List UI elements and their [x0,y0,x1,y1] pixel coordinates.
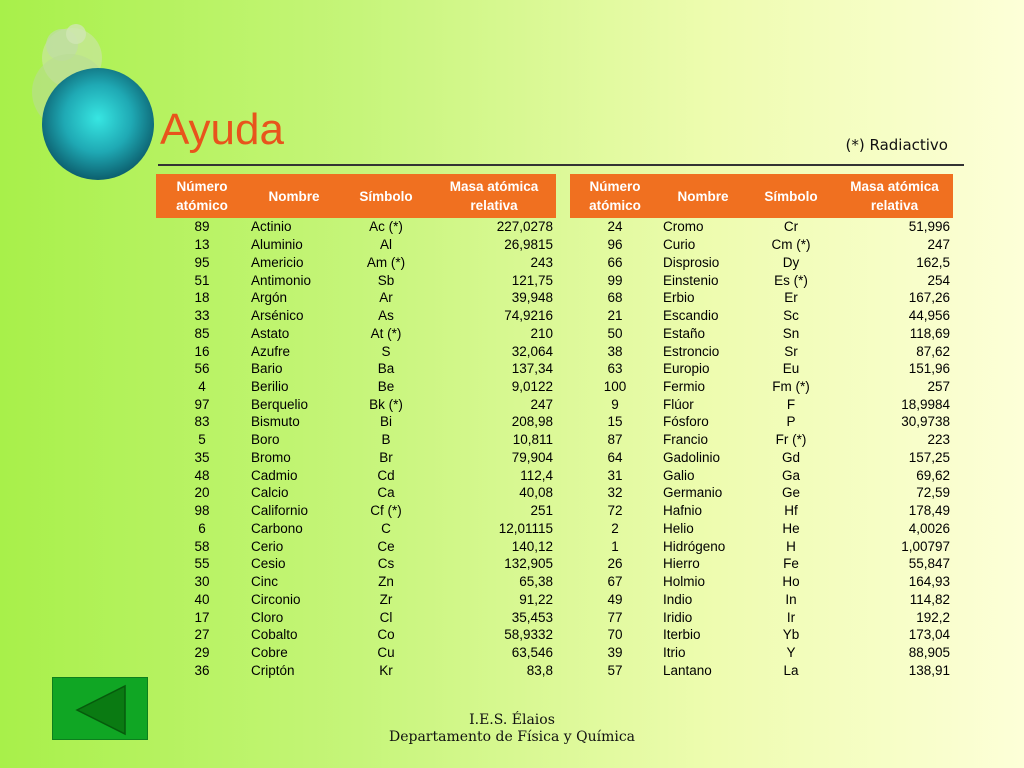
cell-atomic-number: 98 [194,503,210,519]
cell-atomic-mass: 74,9216 [504,308,553,324]
cell-atomic-number: 20 [194,485,210,501]
cell-symbol: Ar [379,290,393,306]
cell-atomic-mass: 173,04 [908,627,950,643]
cell-atomic-number: 50 [607,325,623,341]
cell-atomic-number: 87 [607,432,623,448]
table-row [156,449,556,467]
cell-symbol: Ir [786,609,796,625]
cell-atomic-mass: 63,546 [511,644,553,660]
cell-name: Iterbio [663,627,701,643]
cell-symbol: B [381,432,391,448]
cell-atomic-mass: 192,2 [916,609,950,625]
table-row [156,395,556,413]
cell-symbol: S [381,343,391,359]
cell-name: Fósforo [663,414,709,430]
cell-symbol: Co [377,627,395,643]
cell-atomic-number: 4 [198,378,206,394]
cell-name: Iridio [663,609,693,625]
table-row [570,360,953,378]
table-row [570,644,953,662]
cell-symbol: Zr [379,591,393,607]
cell-atomic-mass: 35,453 [511,609,553,625]
cell-name: Galio [663,467,695,483]
cell-atomic-number: 57 [607,662,623,678]
cell-atomic-mass: 12,01115 [498,520,553,536]
table-row [570,236,953,254]
table-row [156,378,556,396]
cell-name: Cloro [251,609,284,625]
cell-atomic-number: 55 [194,556,210,572]
cell-symbol: Y [786,644,796,660]
table-row [156,466,556,484]
cell-atomic-number: 27 [194,627,210,643]
cell-name: Cadmio [251,467,298,483]
cell-atomic-number: 2 [611,520,619,536]
table-row [156,573,556,591]
cell-atomic-number: 26 [607,556,623,572]
table-row [570,307,953,325]
cell-symbol: Fm (*) [772,378,810,394]
table-row [156,626,556,644]
table-row [156,289,556,307]
cell-name: Berquelio [251,396,309,412]
cell-symbol: Ba [377,361,395,377]
cell-atomic-number: 18 [194,290,210,306]
cell-atomic-mass: 247 [927,237,950,253]
cell-atomic-number: 21 [607,308,623,324]
cell-symbol: C [381,520,391,536]
table-row [156,218,556,236]
table-header-row [570,174,953,218]
cell-atomic-number: 66 [607,254,623,270]
cell-symbol: Bk (*) [369,396,403,412]
cell-name: Carbono [251,520,303,536]
cell-symbol: Fr (*) [775,432,807,448]
cell-name: Escandio [663,308,719,324]
cell-symbol: Sn [782,325,800,341]
elements-table-right [570,174,953,679]
cell-name: Gadolinio [663,449,721,465]
cell-name: Hierro [663,556,700,572]
cell-atomic-number: 17 [194,609,210,625]
cell-name: Bismuto [251,414,300,430]
cell-name: Bromo [251,449,291,465]
table-row [570,626,953,644]
cell-atomic-number: 5 [198,432,206,448]
cell-atomic-number: 38 [607,343,623,359]
cell-name: Arsénico [251,308,304,324]
cell-symbol: Cu [377,644,395,660]
cell-atomic-mass: 247 [530,396,553,412]
cell-symbol: Fe [783,556,799,572]
cell-name: Cromo [663,219,704,235]
table-row [156,555,556,573]
cell-atomic-mass: 32,064 [511,343,553,359]
table-row [570,519,953,537]
cell-atomic-number: 83 [194,414,210,430]
cell-atomic-mass: 91,22 [519,591,553,607]
cell-atomic-number: 30 [194,574,210,590]
cell-symbol: F [786,396,796,412]
cell-atomic-mass: 210 [530,325,553,341]
cell-atomic-mass: 121,75 [511,272,553,288]
table-row [156,537,556,555]
table-row [570,537,953,555]
cell-atomic-number: 70 [607,627,623,643]
cell-atomic-mass: 162,5 [916,254,950,270]
cell-symbol: Cf (*) [370,503,402,519]
cell-symbol: Es (*) [774,272,808,288]
table-row [156,307,556,325]
cell-atomic-number: 96 [607,237,623,253]
cell-symbol: Ge [781,485,800,501]
cell-name: Fermio [663,378,706,394]
cell-name: Cerio [251,538,284,554]
cell-symbol: Cs [377,556,395,572]
bubbles-decoration-icon [0,0,170,190]
cell-atomic-mass: 69,62 [916,467,950,483]
cell-symbol: Br [379,449,393,465]
cell-symbol: Sr [784,343,798,359]
footer-department: Departamento de Física y Química [388,729,636,745]
cell-name: Lantano [663,662,712,678]
cell-name: Berilio [251,378,289,394]
cell-atomic-number: 56 [194,361,210,377]
cell-symbol: Al [379,237,392,253]
cell-atomic-number: 1 [611,538,619,554]
cell-name: Estroncio [663,343,720,359]
cell-name: Erbio [663,290,695,306]
cell-atomic-number: 36 [194,662,210,678]
cell-atomic-mass: 58,9332 [504,627,553,643]
table-row [570,378,953,396]
cell-symbol: Zn [378,574,394,590]
table-row [570,466,953,484]
cell-atomic-number: 29 [194,644,210,660]
cell-name: Flúor [663,396,694,412]
cell-atomic-mass: 178,49 [908,503,950,519]
header-name: Nombre [660,174,746,218]
table-row [570,324,953,342]
cell-atomic-mass: 65,38 [519,574,553,590]
cell-atomic-mass: 4,0026 [908,520,950,536]
cell-name: Boro [251,432,280,448]
radioactive-note: (*) Radiactivo [845,136,948,154]
cell-atomic-mass: 1,00797 [901,538,950,554]
cell-symbol: P [786,414,796,430]
cell-atomic-mass: 118,69 [909,325,950,341]
cell-name: Criptón [251,662,295,678]
cell-name: Calcio [251,485,289,501]
cell-atomic-number: 13 [194,237,210,253]
cell-name: Holmio [663,574,706,590]
cell-atomic-number: 58 [194,538,210,554]
table-row [156,644,556,662]
cell-name: Europio [663,361,710,377]
header-name: Nombre [248,174,340,218]
cell-symbol: Cl [379,609,393,625]
cell-atomic-mass: 254 [927,272,950,288]
cell-name: Californio [251,503,309,519]
cell-atomic-mass: 40,08 [519,485,553,501]
cell-atomic-number: 9 [611,396,619,412]
cell-atomic-number: 89 [194,219,210,235]
cell-atomic-mass: 164,93 [908,574,950,590]
cell-symbol: Ho [782,574,800,590]
table-row [156,590,556,608]
table-row [570,590,953,608]
cell-name: Hafnio [663,503,703,519]
table-row [570,502,953,520]
cell-symbol: La [783,662,799,678]
cell-symbol: Kr [379,662,393,678]
cell-atomic-number: 100 [603,378,627,394]
header-atomic-mass: Masa atómica relativa [432,174,556,218]
cell-name: Itrio [663,644,686,660]
page-title: Ayuda [160,105,284,154]
table-row [156,271,556,289]
cell-atomic-mass: 227,0278 [496,219,553,235]
table-row [156,608,556,626]
footer-school: I.E.S. Élaios [469,712,555,728]
cell-symbol: Cr [783,219,799,235]
table-row [156,360,556,378]
table-row [570,271,953,289]
cell-atomic-mass: 39,948 [511,290,553,306]
cell-name: Azufre [251,343,291,359]
cell-atomic-number: 48 [194,467,210,483]
header-atomic-number: Número atómico [570,174,660,218]
cell-atomic-mass: 151,96 [908,361,950,377]
cell-name: Einstenio [663,272,719,288]
cell-symbol: Dy [782,254,800,270]
cell-symbol: In [785,591,797,607]
cell-symbol: Hf [784,503,798,519]
table-row [156,324,556,342]
cell-name: Helio [663,520,694,536]
table-row [156,342,556,360]
cell-atomic-mass: 157,25 [908,449,950,465]
cell-atomic-mass: 140,12 [511,538,553,554]
cell-name: Argón [251,290,288,306]
cell-symbol: Ce [377,538,395,554]
cell-symbol: He [782,520,800,536]
cell-atomic-mass: 79,904 [511,449,553,465]
cell-symbol: At (*) [370,325,402,341]
cell-name: Americio [251,254,304,270]
cell-symbol: As [378,308,394,324]
table-row [570,342,953,360]
cell-atomic-number: 95 [194,254,210,270]
cell-atomic-mass: 10,811 [512,432,553,448]
cell-atomic-number: 99 [607,272,623,288]
table-row [156,413,556,431]
cell-atomic-number: 32 [607,485,623,501]
cell-symbol: Bi [379,414,392,430]
cell-atomic-mass: 167,26 [908,290,950,306]
cell-symbol: Am (*) [366,254,406,270]
table-row [156,236,556,254]
cell-atomic-number: 77 [607,609,623,625]
cell-atomic-number: 6 [198,520,206,536]
cell-atomic-mass: 138,91 [908,662,950,678]
table-row [570,449,953,467]
cell-atomic-number: 33 [194,308,210,324]
cell-symbol: Ga [781,467,800,483]
table-row [156,502,556,520]
cell-symbol: Er [784,290,798,306]
cell-symbol: H [786,538,796,554]
cell-atomic-number: 97 [194,396,210,412]
cell-atomic-number: 51 [194,272,210,288]
header-symbol: Símbolo [746,174,836,218]
cell-atomic-mass: 51,996 [908,219,950,235]
table-row [570,431,953,449]
table-row [156,484,556,502]
cell-atomic-mass: 72,59 [916,485,950,501]
cell-atomic-number: 64 [607,449,623,465]
cell-atomic-mass: 114,82 [909,591,950,607]
cell-atomic-number: 68 [607,290,623,306]
cell-name: Indio [663,591,693,607]
cell-symbol: Eu [782,361,800,377]
table-row [570,218,953,236]
cell-symbol: Be [377,378,395,394]
cell-name: Antimonio [251,272,312,288]
cell-name: Francio [663,432,709,448]
cell-name: Astato [251,325,290,341]
cell-symbol: Ac (*) [369,219,403,235]
cell-atomic-mass: 208,98 [511,414,553,430]
cell-atomic-mass: 88,905 [908,644,950,660]
cell-name: Curio [663,237,696,253]
table-row [570,484,953,502]
cell-atomic-number: 35 [194,449,210,465]
cell-atomic-mass: 55,847 [908,556,950,572]
cell-symbol: Gd [781,449,800,465]
cell-atomic-mass: 18,9984 [901,396,950,412]
cell-name: Cesio [251,556,286,572]
cell-atomic-mass: 132,905 [504,556,553,572]
table-row [156,661,556,679]
cell-atomic-number: 16 [194,343,210,359]
cell-symbol: Yb [782,627,800,643]
cell-atomic-mass: 137,34 [511,361,553,377]
table-header-row [156,174,556,218]
cell-atomic-mass: 44,956 [908,308,950,324]
cell-name: Cinc [251,574,279,590]
cell-name: Aluminio [251,237,303,253]
cell-atomic-mass: 251 [530,503,553,519]
cell-name: Germanio [663,485,723,501]
cell-name: Hidrógeno [663,538,726,554]
cell-symbol: Sc [783,308,799,324]
cell-atomic-mass: 30,9738 [901,414,950,430]
cell-name: Cobre [251,644,288,660]
cell-atomic-number: 49 [607,591,623,607]
cell-name: Disprosio [663,254,720,270]
cell-atomic-mass: 243 [530,254,553,270]
table-row [570,253,953,271]
cell-atomic-mass: 112,4 [520,467,553,483]
elements-table-left [156,174,556,679]
table-row [156,519,556,537]
cell-atomic-number: 67 [607,574,623,590]
cell-symbol: Ca [377,485,395,501]
cell-atomic-number: 39 [607,644,623,660]
cell-symbol: Cd [377,467,395,483]
header-atomic-number: Número atómico [156,174,248,218]
cell-atomic-mass: 9,0122 [511,378,553,394]
title-divider [158,164,964,166]
cell-name: Circonio [251,591,301,607]
cell-atomic-number: 15 [607,414,623,430]
table-row [570,289,953,307]
table-row [156,431,556,449]
table-row [570,413,953,431]
cell-atomic-mass: 83,8 [526,662,553,678]
cell-symbol: Sb [377,272,395,288]
cell-atomic-number: 63 [607,361,623,377]
table-row [570,555,953,573]
cell-atomic-number: 85 [194,325,210,341]
header-symbol: Símbolo [340,174,432,218]
cell-atomic-mass: 257 [927,378,950,394]
table-row [570,573,953,591]
table-row [570,661,953,679]
cell-name: Actinio [251,219,292,235]
cell-name: Bario [251,361,283,377]
cell-atomic-mass: 223 [927,432,950,448]
cell-atomic-number: 24 [607,219,623,235]
cell-name: Estaño [663,325,706,341]
cell-atomic-number: 40 [194,591,210,607]
cell-atomic-mass: 26,9815 [504,237,553,253]
table-row [570,395,953,413]
table-row [570,608,953,626]
cell-atomic-number: 31 [607,467,623,483]
cell-symbol: Cm (*) [771,237,811,253]
cell-atomic-number: 72 [607,503,623,519]
cell-name: Cobalto [251,627,298,643]
table-row [156,253,556,271]
header-atomic-mass: Masa atómica relativa [836,174,953,218]
cell-atomic-mass: 87,62 [916,343,950,359]
